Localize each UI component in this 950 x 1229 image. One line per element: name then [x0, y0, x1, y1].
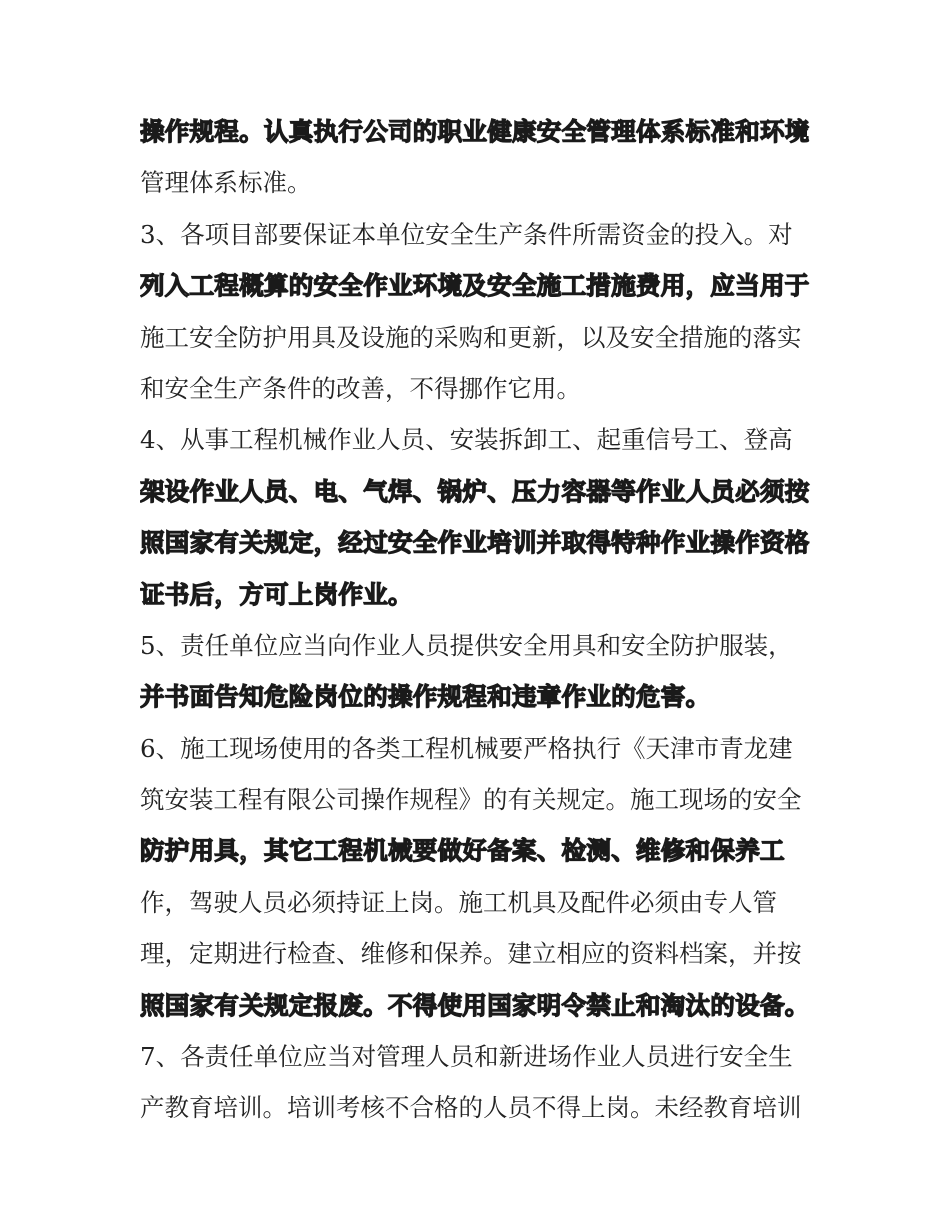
text-line: 作，驾驶人员必须持证上岗。施工机具及配件必须由专人管 — [140, 887, 777, 917]
text-line: 照国家有关规定，经过安全作业培训并取得特种作业操作资格 — [140, 528, 810, 558]
text-line: 和安全生产条件的改善，不得挪作它用。 — [140, 373, 581, 403]
text-line: 照国家有关规定报废。不得使用国家明令禁止和淘汰的设备。 — [140, 990, 810, 1020]
document-body — [140, 106, 820, 1134]
text-line: 操作规程。认真执行公司的职业健康安全管理体系标准和环境 — [140, 117, 810, 146]
text-line: 7、各责任单位应当对管理人员和新进场作业人员进行安全生 — [140, 1042, 793, 1072]
text-line: 并书面告知危险岗位的操作规程和违章作业的危害。 — [140, 682, 711, 712]
text-line: 5、责任单位应当向作业人员提供安全用具和安全防护服装， — [140, 630, 793, 660]
text-line: 架设作业人员、电、气焊、锅炉、压力容器等作业人员必须按 — [140, 476, 810, 506]
text-line: 4、从事工程机械作业人员、安装拆卸工、起重信号工、登高 — [140, 425, 793, 455]
text-line: 筑安装工程有限公司操作规程》的有关规定。施工现场的安全 — [140, 785, 802, 815]
text-line: 防护用具，其它工程机械要做好备案、检测、维修和保养工 — [140, 836, 785, 866]
text-line: 6、施工现场使用的各类工程机械要严格执行《天津市青龙建 — [140, 733, 793, 763]
text-line: 3、各项目部要保证本单位安全生产条件所需资金的投入。对 — [140, 219, 793, 249]
text-line: 产教育培训。培训考核不合格的人员不得上岗。未经教育培训 — [140, 1093, 802, 1123]
text-line: 列入工程概算的安全作业环境及安全施工措施费用，应当用于 — [140, 271, 810, 301]
text-line: 理，定期进行检查、维修和保养。建立相应的资料档案，并按 — [140, 939, 802, 969]
text-line: 证书后，方可上岗作业。 — [140, 579, 413, 609]
text-line: 施工安全防护用具及设施的采购和更新，以及安全措施的落实 — [140, 322, 802, 352]
text-line: 管理体系标准。 — [140, 168, 312, 198]
